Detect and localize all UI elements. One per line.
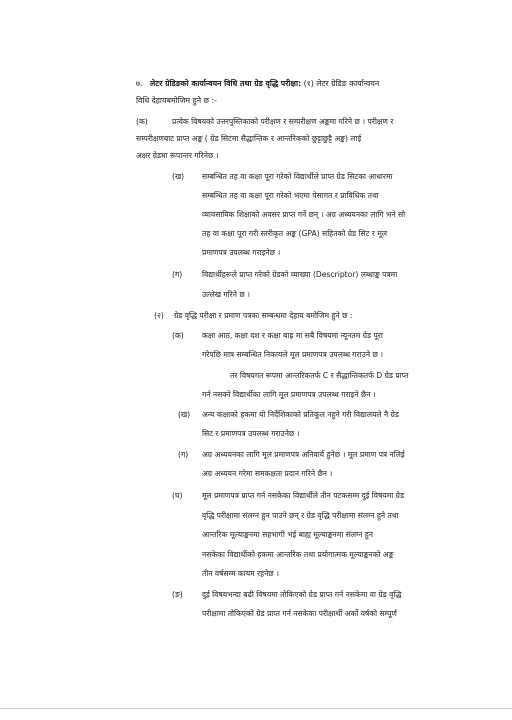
clause-kha-line: तह वा कक्षा पूरा गरी स्तरीकृत अङ्क (GPA) सहितको ग्रेड सिट र मूल — [202, 229, 388, 238]
sub-ga-line: अग्र अध्ययनका लागि मूल प्रमाणपत्र अनिवार्य हुनेछ । मूल प्रमाण पत्र नलिई — [202, 450, 405, 459]
sub-gha-line: नसकेका विद्यार्थीको हकमा आन्तरिक तथा प्रयोगात्मक मूल्याङ्कनको अङ्क — [202, 550, 394, 559]
clause-ga-marker: (ग) — [172, 270, 183, 279]
clause-kha-line: सम्बन्धित तह वा कक्षा पूरा गरेको विद्यार्थीले प्राप्त ग्रेड सिटका आधारमा — [202, 172, 393, 181]
sub-nga-marker: (ङ) — [172, 590, 183, 599]
sub-ka-line: कक्षा आठ, कक्षा दश र कक्षा बाह्र मा सबै विषयमा न्यूनतम ग्रेड पूरा — [202, 331, 383, 340]
sub-gha-marker: (घ) — [172, 491, 183, 500]
sub-gha-line: आन्तरिक मूल्याङ्कनमा सहभागी भई बाह्य मूल्याङ्कनमा संलग्न हुन — [202, 530, 373, 539]
section-number: ७. — [136, 79, 143, 88]
sub-kha-line: अन्य कक्षाको हकमा यो निर्देशिकाको प्रतिकूल नहुने गरी विद्यालयले नै ग्रेड — [202, 410, 399, 419]
sub-kha-line: सिट र प्रमाणपत्र उपलब्ध गराउनेछ । — [202, 429, 300, 438]
sub-ga-marker: (ग) — [178, 450, 189, 459]
clause-ka-line: प्रत्येक विषयको उत्तरपुस्तिकाको परीक्षण र सम्परीक्षण अङ्कमा गरिने छ । परीक्षण र — [172, 117, 394, 126]
sub-ka-line: गरेपछि मात्र सम्बन्धित निकायले मूल प्रमाणपत्र उपलब्ध गराउने छ । — [202, 350, 384, 359]
clause-kha-line: प्रमाणपत्र उपलब्ध गराइनेछ । — [202, 248, 281, 257]
clause-ga-line: विद्यार्थीहरूले प्राप्त गरेको ग्रेडको व्याख्या (Descriptor) लब्धाङ्क पत्रमा — [202, 270, 398, 279]
clause-kha-line: व्यावसायिक शिक्षाको अवसर प्राप्त गर्ने छन् । अग्र अध्ययनका लागि भने सो — [202, 210, 406, 219]
page-bottom-edge — [0, 708, 512, 709]
sub-gha-line: मूल प्रमाणपत्र प्राप्त गर्न नसकेका विद्यार्थीले तीन पटकसम्म दुई विषयमा ग्रेड — [202, 491, 405, 500]
sub-kha-marker: (ख) — [178, 410, 191, 419]
section-title-rest: (१) लेटर ग्रेडिङ कार्यान्वयन — [301, 79, 380, 88]
sub-nga-line: परीक्षामा तोकिएको ग्रेड प्राप्त गर्न नसकेका परीक्षार्थी अर्को वर्षको सम्पूर्ण — [202, 609, 397, 618]
sub-ga-line: अग्र अध्ययन गरेमा समकक्षता प्रदान गरिने छैन । — [202, 469, 333, 478]
sub-ka-line: तर विषयगत रूपमा आन्तरिकतर्फ C र सैद्धान्तिकतर्फ D ग्रेड प्राप्त — [230, 371, 409, 380]
sub-gha-line: तीन वर्षसम्म कायम रहनेछ । — [202, 569, 280, 578]
clause-ka-line: अक्षर ग्रेडमा रूपान्तर गरिनेछ । — [136, 151, 219, 160]
sub-ka-line: गर्न नसक्ने विद्यार्थीका लागि मूल प्रमाणपत्र उपलब्ध गराइने छैन । — [202, 390, 376, 399]
subsection-2-marker: (२) — [154, 311, 164, 320]
clause-ka-marker: (क) — [136, 117, 148, 126]
clause-ka-line: सम्परीक्षणबाट प्राप्त अङ्क ( ग्रेड सिटमा सैद्धान्तिक र आन्तरिकको छुट्टाछुट्टै अङ्क) लाई — [136, 134, 362, 143]
sub-gha-line: वृद्धि परीक्षामा संलग्न हुन पाउने छन् र ग्रेड वृद्धि परीक्षामा संलग्न हुने तथा — [202, 511, 399, 520]
clause-ga-line: उल्लेख गरिने छ । — [202, 290, 250, 299]
section-title: लेटर ग्रेडिङको कार्यान्वयन विधि तथा ग्रेड वृद्धि परीक्षा: — [149, 79, 302, 88]
subsection-2-intro: ग्रेड वृद्धि परीक्षा र प्रमाण पत्रका सम्बन्धमा देहाय बमोजिम हुने छ : — [174, 311, 353, 320]
section-heading-line2: विधि देहायबमोजिम हुने छ :- — [136, 96, 217, 105]
clause-kha-line: सम्बन्धित तह वा कक्षा पूरा गरेको भएमा पेसागत र प्राविधिक तथा — [202, 191, 379, 200]
sub-ka-marker: (क) — [172, 331, 184, 340]
sub-nga-line: दुई विषयभन्दा बढी विषयमा तोकिएको ग्रेड प्राप्त गर्न नसकेमा वा ग्रेड वृद्धि — [202, 590, 402, 599]
clause-kha-marker: (ख) — [172, 172, 185, 181]
